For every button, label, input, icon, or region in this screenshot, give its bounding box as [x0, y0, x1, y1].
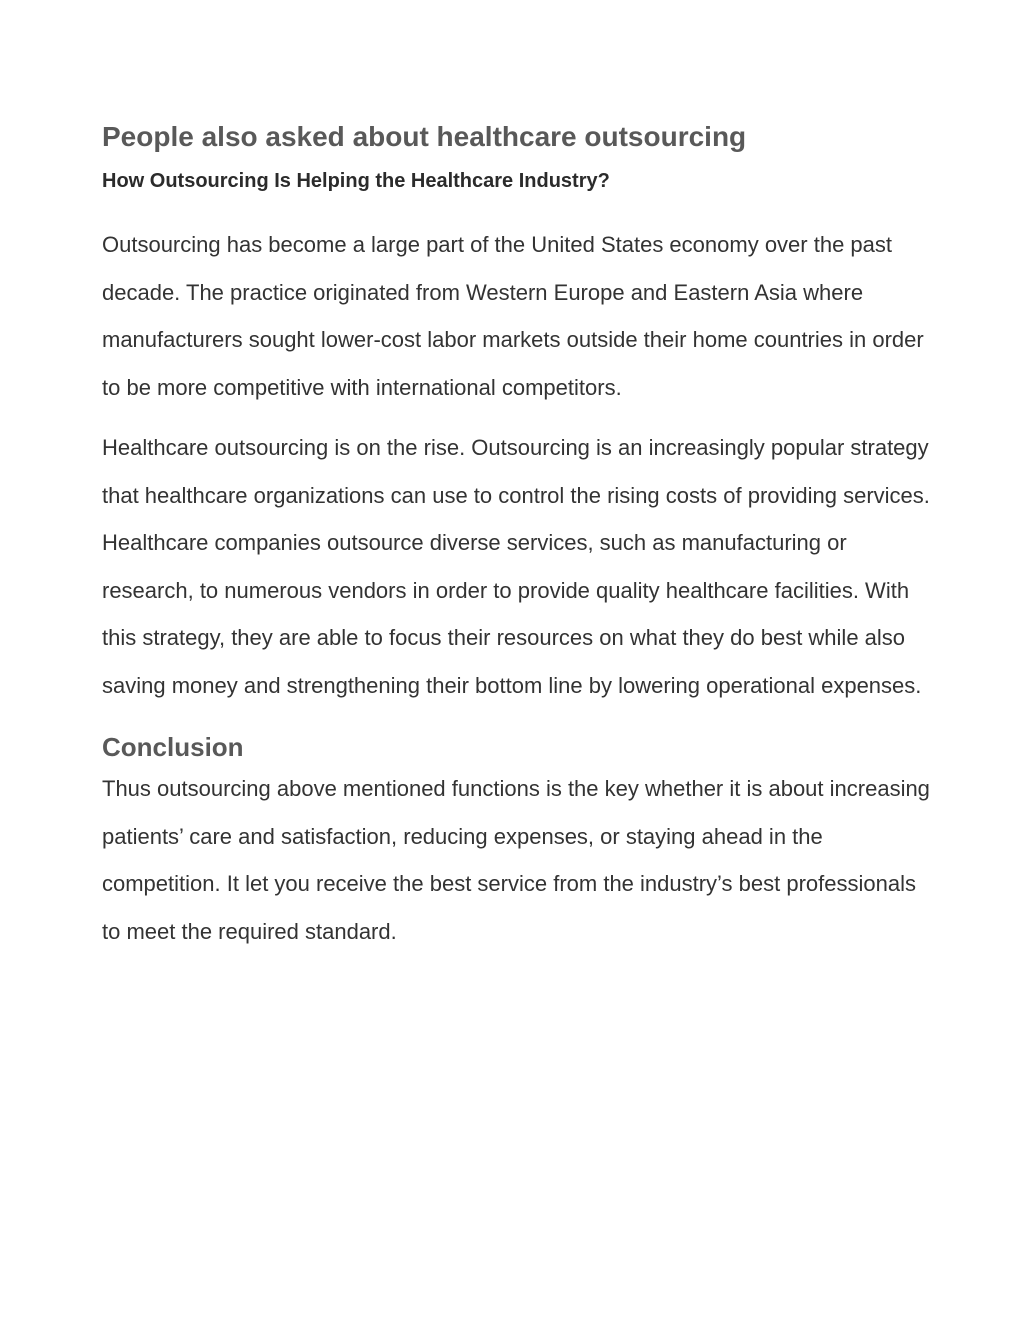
- page-title: People also asked about healthcare outsourcing: [102, 121, 747, 152]
- conclusion-paragraph: Thus outsourcing above mentioned functions is the key whether it is about increasing patients’ care and satisfaction, reducing expenses, or staying ahead in the competition. It let you receive the best service from the industry’s best professionals to meet the required standard.: [102, 776, 930, 944]
- paragraph-2: Healthcare outsourcing is on the rise. Outsourcing is an increasingly popular strategy that healthcare organizations can use to control the rising costs of providing services. Healthcare companies outsource diverse services, such as manufacturing or research, to numerous vendors in order to provide quality healthcare facilities. With this strategy, they are able to focus their resources on what they do best while also saving money and strengthening their bottom line by lowering operational expenses.: [102, 435, 930, 698]
- paragraph-1: Outsourcing has become a large part of the United States economy over the past decade. The practice originated from Western Europe and Eastern Asia where manufacturers sought lower-cost labor markets outside their home countries in order to be more competitive with international competitors.: [102, 232, 924, 400]
- document-page: [102, 116, 932, 955]
- section-subtitle: How Outsourcing Is Helping the Healthcare Industry?: [102, 170, 610, 192]
- conclusion-heading: Conclusion: [102, 732, 244, 762]
